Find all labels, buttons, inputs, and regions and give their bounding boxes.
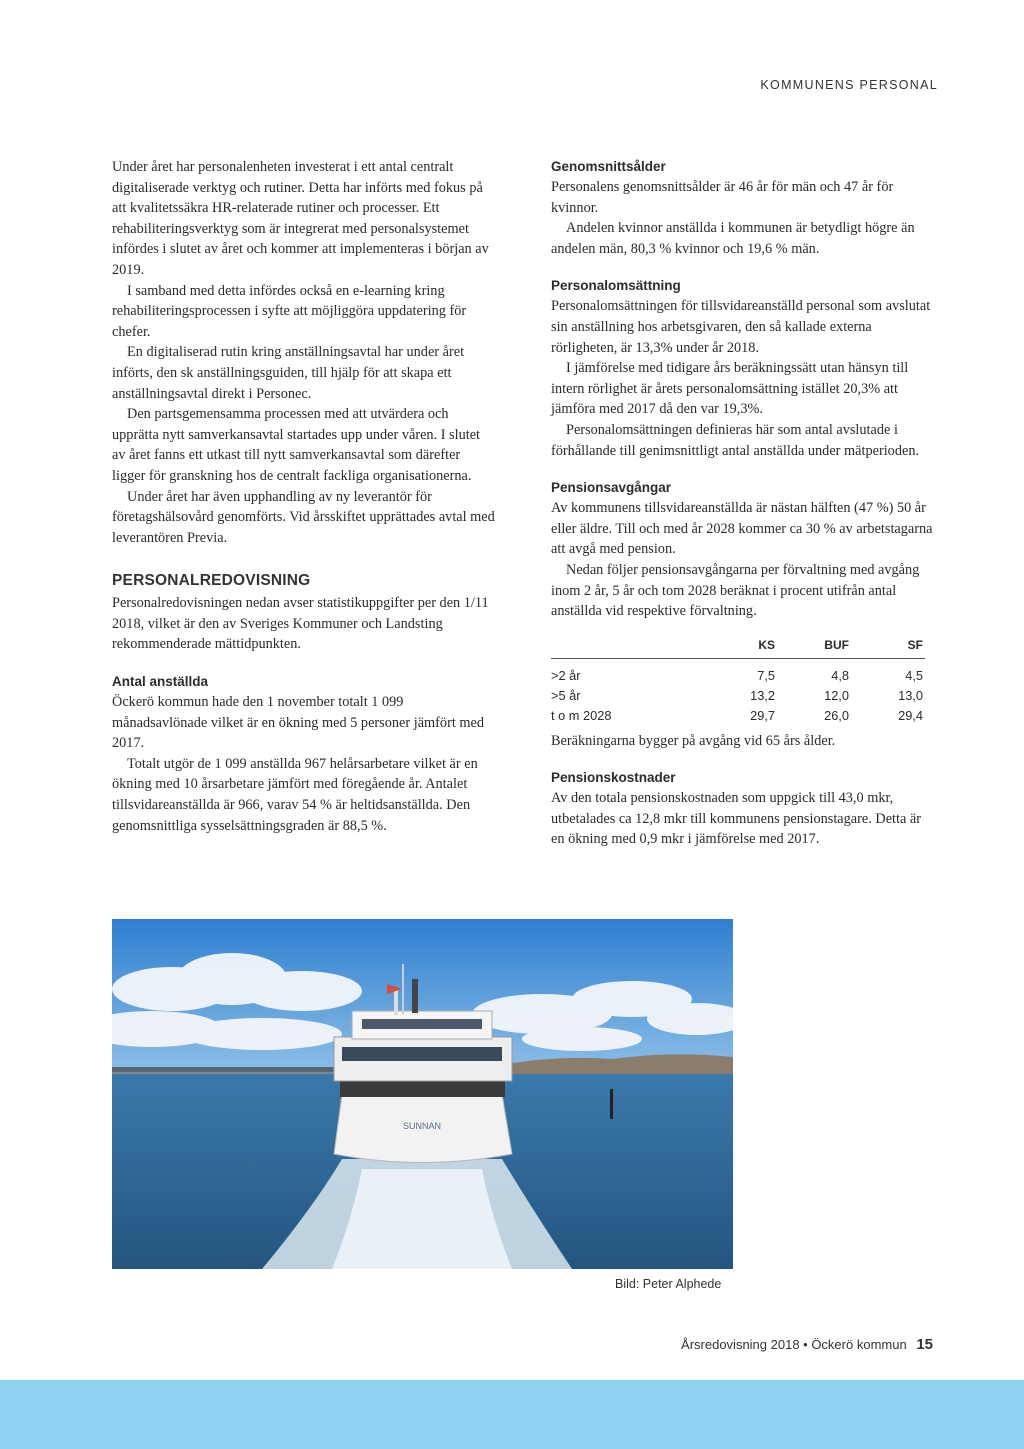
cell: 7,5 xyxy=(757,668,775,684)
pension-table xyxy=(551,638,925,725)
subheading: Pensionsavgångar xyxy=(551,480,672,496)
cell: 13,0 xyxy=(898,688,923,704)
paragraph: Av den totala pensionskostnaden som uppgick till 43,0 mkr, utbetalades ca 12,8 mkr till kommunens pensionstagare. Detta är en ökning med 0,9 mkr i jämförelse med 2017. xyxy=(551,790,922,848)
cell: 13,2 xyxy=(750,688,775,704)
paragraph: Personalomsättningen definieras här som antal avslutade i förhållande till genimsnittligt antal anställda under mätperioden. xyxy=(551,421,920,459)
cell: 29,7 xyxy=(750,708,775,724)
footer-text: Årsredovisning 2018 • Öckerö kommun xyxy=(681,1337,907,1352)
cell: 29,4 xyxy=(898,708,923,724)
table-header-buf: BUF xyxy=(777,638,851,659)
paragraph: Av kommunens tillsvidareanställda är nästan hälften (47 %) 50 år eller äldre. Till och med år 2028 kommer ca 30 % av arbetstagarna att avgå med pension. xyxy=(551,500,933,558)
paragraph: Personalredovisningen nedan avser statistikuppgifter per den 1/11 2018, vilket är den av Sveriges Kommuner och Landsting rekommenderade mättidpunkten. xyxy=(112,595,489,653)
bottom-color-band xyxy=(0,1380,1024,1449)
subheading: Antal anställda xyxy=(112,674,209,690)
cell: 4,8 xyxy=(831,668,849,684)
paragraph: Totalt utgör de 1 099 anställda 967 helårsarbetare vilket är en ökning med 10 årsarbetare jämfört med föregående år. Antalet tillsvidareanställda är 966, varav 54 % är heltidsanställda. Den genomsnittliga sysselsättningsgraden är 88,5 %. xyxy=(112,755,478,834)
paragraph: En digitaliserad rutin kring anställningsavtal har under året införts, den sk anställningsguiden, till hjälp för att skapa ett anställningsavtal direkt i Personec. xyxy=(112,344,465,402)
page-number: 15 xyxy=(916,1336,933,1353)
row-label: >5 år xyxy=(551,688,581,704)
section-header: KOMMUNENS PERSONAL xyxy=(760,78,938,92)
paragraph: Under året har även upphandling av ny leverantör för företagshälsovård genomförts. Vid årsskiftet upprättades avtal med leverantören Previa. xyxy=(112,488,495,546)
paragraph: I jämförelse med tidigare års beräkningssätt utan hänsyn till intern rörlighet är årets personalomsättning istället 20,3% att jämföra med 2017 då den var 19,3%. xyxy=(551,360,909,418)
cell: 26,0 xyxy=(824,708,849,724)
paragraph: I samband med detta infördes också en e-learning kring rehabiliteringsprocessen i syfte att möjliggöra uppdatering för chefer. xyxy=(112,282,467,340)
table-row xyxy=(551,658,925,685)
left-column xyxy=(112,157,496,836)
table-header-ks: KS xyxy=(703,638,777,659)
section-title: PERSONALREDOVISNING xyxy=(112,572,311,590)
page-footer xyxy=(681,1336,933,1353)
paragraph: Öckerö kommun hade den 1 november totalt 1 099 månadsavlönade vilket är en ökning med 5 personer jämfört med 2017. xyxy=(112,694,484,752)
row-label: >2 år xyxy=(551,668,581,684)
paragraph: Under året har personalenheten investerat i ett antal centralt digitaliserade verktyg och rutiner. Detta har införts med fokus på att kvalitetssäkra HR-relaterade rutiner och processer. Ett rehabiliteringsverktyg som är integrerat med personalsystemet infördes i slutet av året och kommer att implementeras i början av 2019. xyxy=(112,159,489,278)
paragraph: Den partsgemensamma processen med att utvärdera och upprätta nytt samverkansavtal startades upp under våren. I slutet av året fanns ett utkast till nytt samverkansavtal som därefter ligger för granskning hos de centralt fackliga organisationerna. xyxy=(112,406,481,484)
row-label: t o m 2028 xyxy=(551,708,612,724)
subheading: Genomsnittsålder xyxy=(551,159,666,174)
table-header-row xyxy=(551,638,925,659)
paragraph: Personalens genomsnittsålder är 46 år för män och 47 år för kvinnor. xyxy=(551,179,894,216)
boat-photo-illustration xyxy=(112,919,733,1269)
right-column xyxy=(551,157,935,850)
photo-caption: Bild: Peter Alphede xyxy=(615,1277,722,1291)
table-row xyxy=(551,705,925,725)
table-header-blank xyxy=(551,638,703,659)
paragraph: Andelen kvinnor anställda i kommunen är betydligt högre än andelen män, 80,3 % kvinnor och 19,6 % män. xyxy=(551,220,915,257)
ship-name: SUNNAN xyxy=(402,1121,442,1131)
paragraph: Personalomsättningen för tillsvidareanställd personal som avslutat sin anställning hos arbetsgivaren, den så kallade externa rörligheten, är 13,3% under år 2018. xyxy=(551,298,931,356)
cell: 12,0 xyxy=(824,688,849,704)
paragraph: Beräkningarna bygger på avgång vid 65 års ålder. xyxy=(551,732,836,749)
paragraph: Nedan följer pensionsavgångarna per förvaltning med avgång inom 2 år, 5 år och tom 2028 beräknat i procent utifrån antal anställda vid respektive förvaltning. xyxy=(551,561,920,620)
cell: 4,5 xyxy=(905,668,923,684)
subheading: Pensionskostnader xyxy=(551,770,676,786)
table-row xyxy=(551,685,925,705)
subheading: Personalomsättning xyxy=(551,278,681,294)
boat-photo xyxy=(112,919,733,1269)
table-header-sf: SF xyxy=(851,638,925,659)
